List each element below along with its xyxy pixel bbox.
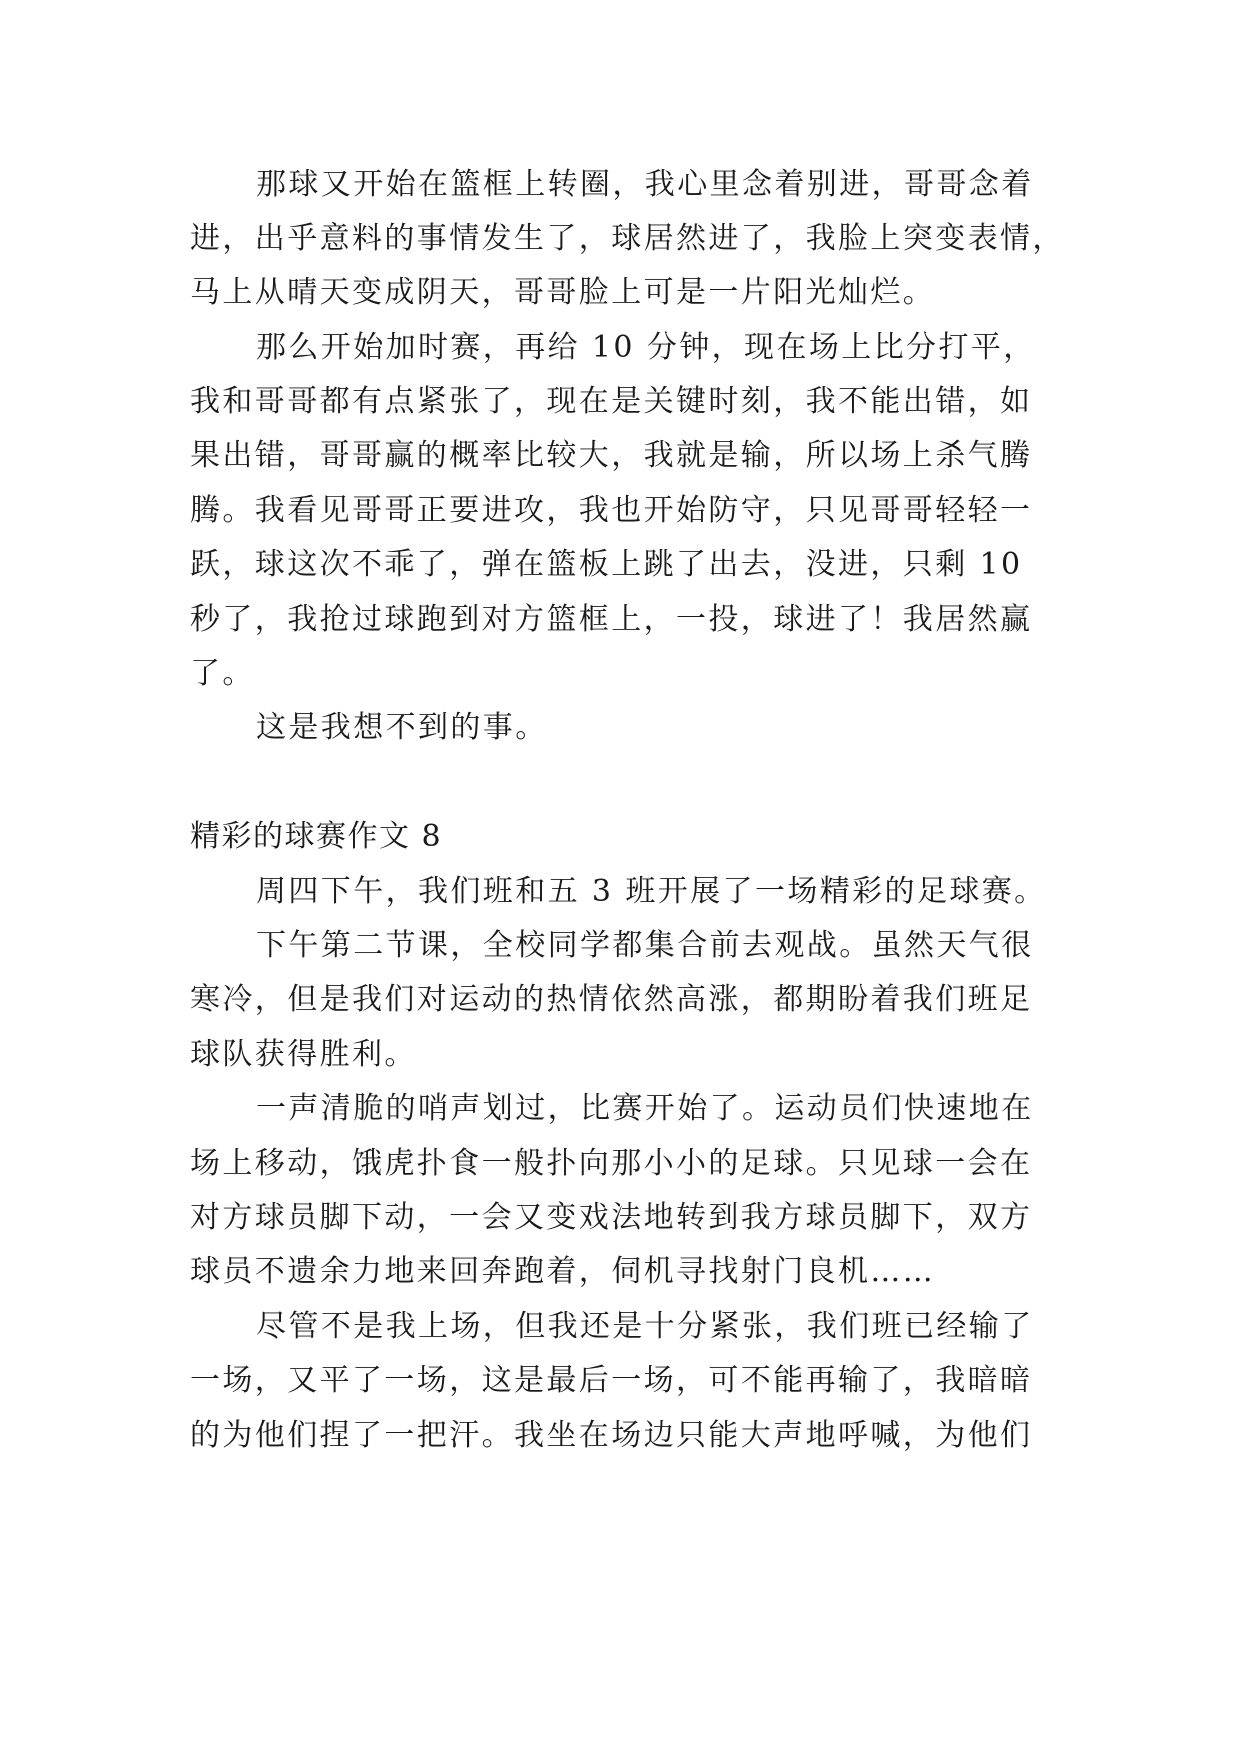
paragraph-line: 那球又开始在篮框上转圈，我心里念着别进，哥哥念着 (256, 167, 1034, 202)
paragraph-line: 对方球员脚下动，一会又变戏法地转到我方球员脚下，双方 (190, 1200, 1033, 1235)
paragraph-line: 了。 (190, 656, 255, 691)
paragraph-line: 周四下午，我们班和五 3 班开展了一场精彩的足球赛。 (256, 874, 1047, 909)
paragraph-line: 腾。我看见哥哥正要进攻，我也开始防守，只见哥哥轻轻一 (190, 493, 1033, 528)
paragraph-line: 那么开始加时赛，再给 10 分钟，现在场上比分打平， (256, 330, 1036, 365)
paragraph-line: 的为他们捏了一把汗。我坐在场边只能大声地呼喊，为他们 (190, 1418, 1033, 1453)
paragraph-line: 果出错，哥哥赢的概率比较大，我就是输，所以场上杀气腾 (190, 438, 1033, 473)
paragraph-line: 下午第二节课，全校同学都集合前去观战。虽然天气很 (256, 928, 1034, 963)
paragraph-line: 一声清脆的哨声划过，比赛开始了。运动员们快速地在 (256, 1091, 1034, 1126)
paragraph-line: 马上从晴天变成阴天，哥哥脸上可是一片阳光灿烂。 (190, 275, 936, 310)
paragraph-line: 跃，球这次不乖了，弹在篮板上跳了出去，没进，只剩 10 (190, 547, 1023, 582)
paragraph-line: 球员不遗余力地来回奔跑着，伺机寻找射门良机…… (190, 1254, 936, 1289)
paragraph-line: 场上移动，饿虎扑食一般扑向那小小的足球。只见球一会在 (190, 1146, 1033, 1181)
paragraph-line: 进，出乎意料的事情发生了，球居然进了，我脸上突变表情， (190, 221, 1065, 256)
paragraph-line: 我和哥哥都有点紧张了，现在是关键时刻，我不能出错，如 (190, 384, 1033, 419)
paragraph-line: 尽管不是我上场，但我还是十分紧张，我们班已经输了 (256, 1309, 1034, 1344)
paragraph-line: 这是我想不到的事。 (256, 710, 548, 745)
paragraph-line: 一场，又平了一场，这是最后一场，可不能再输了，我暗暗 (190, 1363, 1033, 1398)
section-heading: 精彩的球赛作文 8 (190, 819, 443, 854)
paragraph-line: 球队获得胜利。 (190, 1037, 417, 1072)
paragraph-line: 秒了，我抢过球跑到对方篮框上，一投，球进了！我居然赢 (190, 602, 1033, 637)
paragraph-line: 寒冷，但是我们对运动的热情依然高涨，都期盼着我们班足 (190, 982, 1033, 1017)
